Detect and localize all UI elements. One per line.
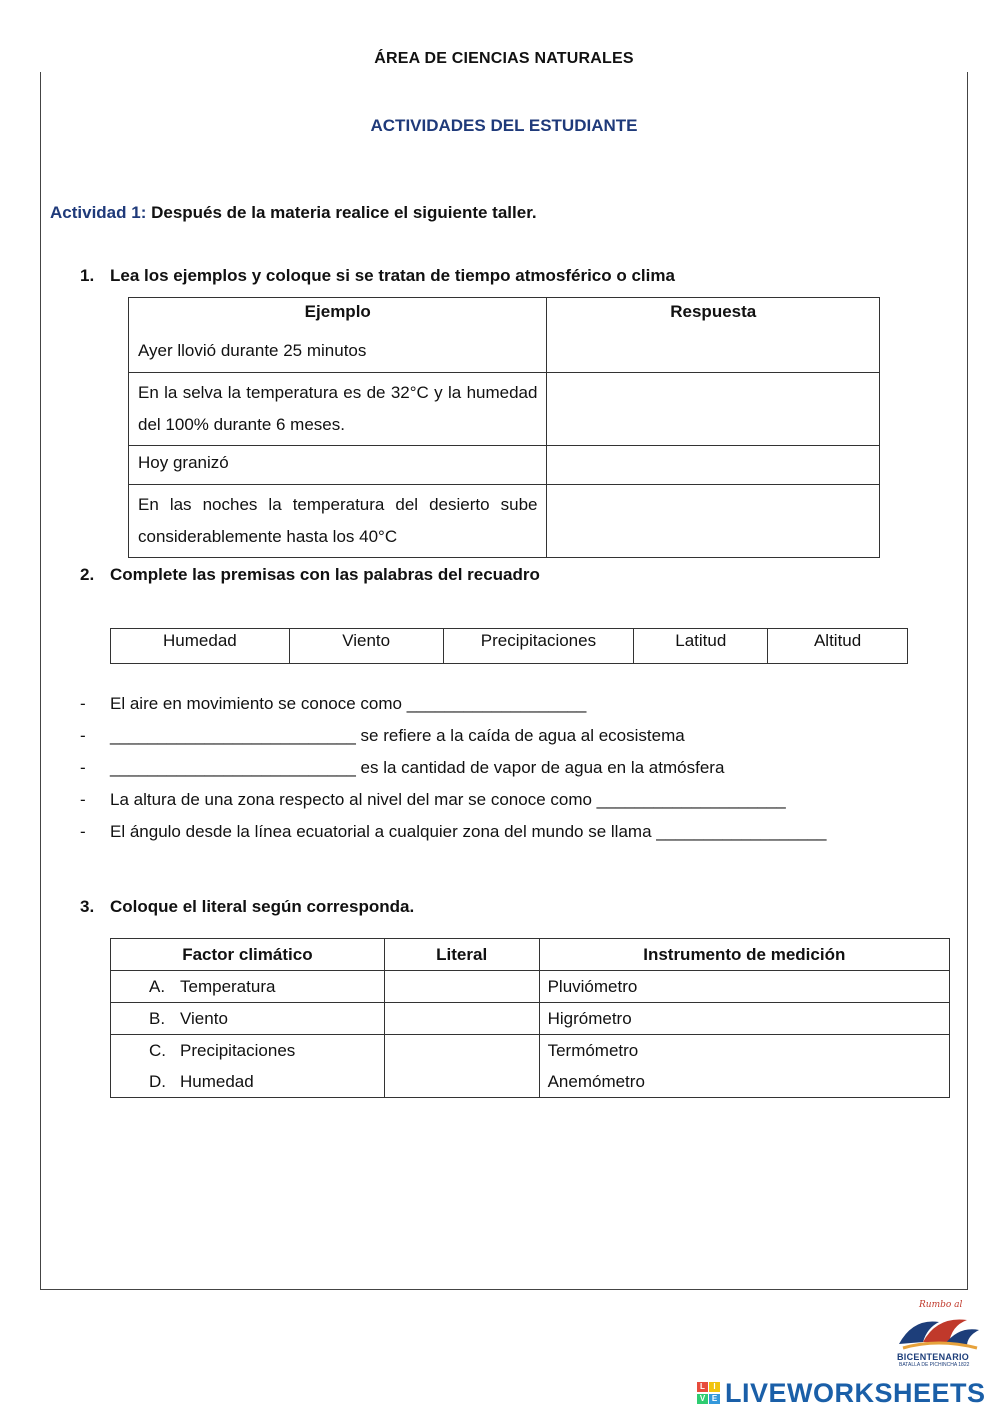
factor-name: Viento (180, 1008, 228, 1028)
factor-name: Temperatura (180, 976, 276, 996)
factor-name: Humedad (180, 1071, 254, 1091)
word-bank-item: Precipitaciones (443, 629, 634, 664)
factor-cell (111, 1003, 385, 1035)
answer-cell[interactable] (547, 445, 880, 484)
table-header-ejemplo: Ejemplo (129, 298, 547, 337)
area-title: ÁREA DE CIENCIAS NATURALES (374, 50, 634, 67)
factor-name: Precipitaciones (180, 1040, 296, 1060)
literal-answer-cell[interactable] (384, 1035, 539, 1098)
factor-cell (111, 971, 385, 1003)
sentence-text: El ángulo desde la línea ecuatorial a cualquier zona del mundo se llama __________________ (110, 822, 827, 841)
table-header-instrumento: Instrumento de medición (539, 939, 949, 971)
instrument-cell: Termómetro (539, 1035, 949, 1067)
logo-script-text: Rumbo al (919, 1300, 963, 1310)
fill-in-sentence[interactable] (80, 694, 940, 716)
factor-letter: D. (149, 1071, 166, 1091)
weather-climate-table (128, 297, 880, 558)
factor-letter: B. (149, 1008, 166, 1028)
word-bank-item: Latitud (634, 629, 768, 664)
answer-cell[interactable] (547, 484, 880, 557)
climate-factor-table (110, 938, 950, 1098)
word-bank-item: Altitud (768, 629, 908, 664)
activity-1-instruction: Después de la materia realice el siguiente taller. (146, 203, 537, 222)
bullet-dash: - (80, 726, 86, 745)
fill-in-sentence[interactable] (80, 790, 940, 812)
fill-in-sentence[interactable] (80, 726, 940, 748)
activity-1-label: Actividad 1: (50, 203, 147, 222)
bullet-dash: - (80, 822, 86, 841)
fill-in-sentence[interactable] (80, 758, 940, 780)
instrument-cell: Higrómetro (539, 1003, 949, 1035)
table-header-factor: Factor climático (111, 939, 385, 971)
sentence-text: La altura de una zona respecto al nivel del mar se conoce como ____________________ (110, 790, 786, 809)
example-cell: En la selva la temperatura es de 32°C y la humedad del 100% durante 6 meses. (129, 372, 547, 445)
bicentenario-logo (893, 1300, 983, 1368)
question-3-number: 3. (80, 897, 95, 916)
bullet-dash: - (80, 790, 86, 809)
word-bank-item: Humedad (111, 629, 290, 664)
liveworksheets-blocks-icon: L I V E (697, 1382, 723, 1406)
bullet-dash: - (80, 758, 86, 777)
question-3-text: Coloque el literal según corresponda. (110, 897, 415, 916)
page-frame (40, 72, 968, 1290)
factor-cell (111, 1035, 385, 1067)
bicentenario-emblem-icon (893, 1308, 983, 1358)
question-3 (80, 897, 880, 919)
answer-cell[interactable] (547, 372, 880, 445)
example-cell: En las noches la temperatura del desierto sube considerablemente hasta los 40°C (129, 484, 547, 557)
question-1 (80, 266, 880, 288)
instrument-cell: Pluviómetro (539, 971, 949, 1003)
word-bank-table (110, 628, 908, 664)
literal-answer-cell[interactable] (384, 971, 539, 1003)
word-bank-item: Viento (289, 629, 443, 664)
example-cell: Hoy granizó (129, 445, 547, 484)
sentence-text: __________________________ es la cantidad de vapor de agua en la atmósfera (110, 758, 725, 777)
answer-cell[interactable] (547, 336, 880, 372)
logo-word: BICENTENARIO (897, 1352, 970, 1362)
sentence-text: El aire en movimiento se conoce como ___________________ (110, 694, 587, 713)
logo-subtitle: BATALLA DE PICHINCHA 1822 (899, 1362, 970, 1368)
activity-1-heading (50, 203, 537, 223)
question-1-text: Lea los ejemplos y coloque si se tratan de tiempo atmosférico o clima (110, 266, 675, 285)
question-1-number: 1. (80, 266, 95, 285)
example-cell: Ayer llovió durante 25 minutos (129, 336, 547, 372)
table-header-respuesta: Respuesta (547, 298, 880, 337)
factor-letter: A. (149, 976, 166, 996)
sentence-text: __________________________ se refiere a la caída de agua al ecosistema (110, 726, 685, 745)
question-2-text: Complete las premisas con las palabras del recuadro (110, 565, 540, 584)
liveworksheets-wordmark: LIVEWORKSHEETS (725, 1378, 986, 1408)
bullet-dash: - (80, 694, 86, 713)
question-2 (80, 565, 880, 587)
factor-letter: C. (149, 1040, 166, 1060)
activities-title: ACTIVIDADES DEL ESTUDIANTE (370, 116, 638, 135)
fill-in-sentence[interactable] (80, 822, 940, 844)
literal-answer-cell[interactable] (384, 1003, 539, 1035)
table-header-literal: Literal (384, 939, 539, 971)
instrument-cell: Anemómetro (539, 1066, 949, 1098)
factor-cell (111, 1066, 385, 1098)
question-2-number: 2. (80, 565, 95, 584)
